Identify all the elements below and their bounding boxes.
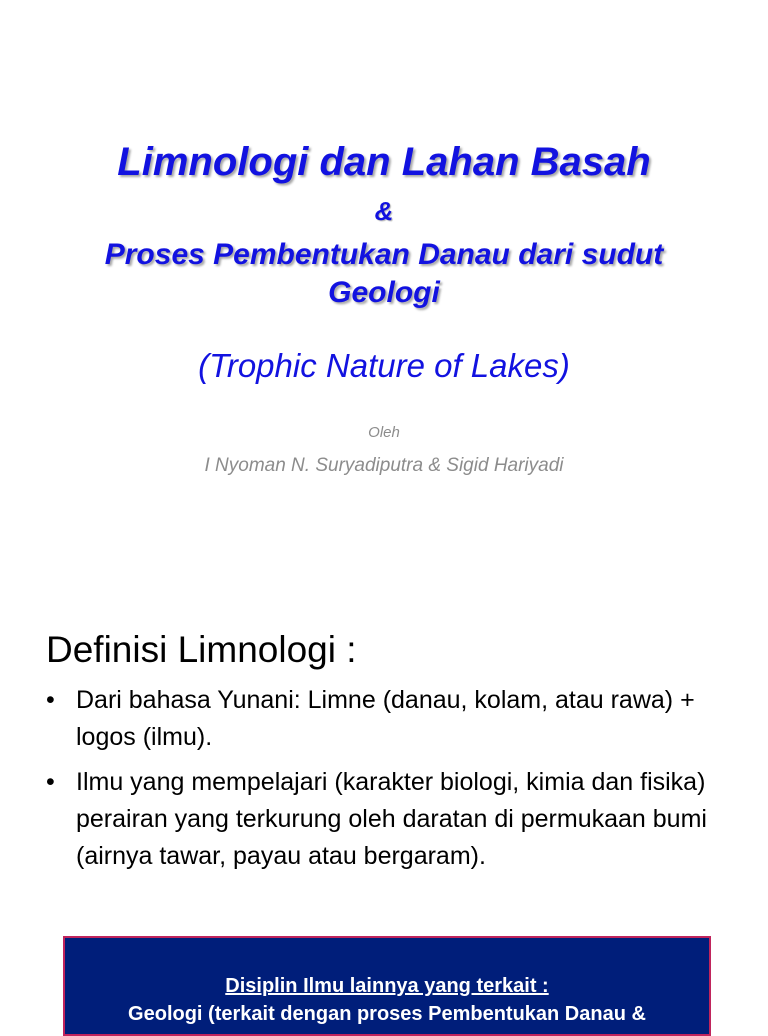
- title-ampersand: &: [374, 196, 394, 226]
- bullet-icon: •: [46, 768, 55, 796]
- slide-subtitle: Proses Pembentukan Danau dari sudut Geologi: [104, 238, 664, 309]
- bullet-item: [46, 682, 746, 756]
- authors: I Nyoman N. Suryadiputra & Sigid Hariyadi: [204, 455, 564, 476]
- bullet-item: [46, 764, 746, 875]
- slide-subtitle-parenthetical: (Trophic Nature of Lakes): [198, 347, 570, 384]
- related-disciplines-box: [63, 936, 711, 1036]
- bullet-text: Ilmu yang mempelajari (karakter biologi, kimia dan fisika) perairan yang terkurung oleh daratan di permukaan bumi (airnya tawar, payau atau bergaram).: [76, 768, 707, 870]
- box-text: Geologi (terkait dengan proses Pembentukan Danau &: [128, 1003, 646, 1025]
- by-label: Oleh: [368, 424, 400, 441]
- bullet-icon: •: [46, 686, 55, 714]
- box-heading: Disiplin Ilmu lainnya yang terkait :: [225, 975, 549, 997]
- bullet-list: [46, 682, 746, 883]
- bullet-text: Dari bahasa Yunani: Limne (danau, kolam, atau rawa) + logos (ilmu).: [76, 686, 695, 751]
- definition-heading: Definisi Limnologi :: [46, 629, 357, 670]
- slide-title: Limnologi dan Lahan Basah: [117, 140, 651, 184]
- definition-slide: [0, 580, 768, 1024]
